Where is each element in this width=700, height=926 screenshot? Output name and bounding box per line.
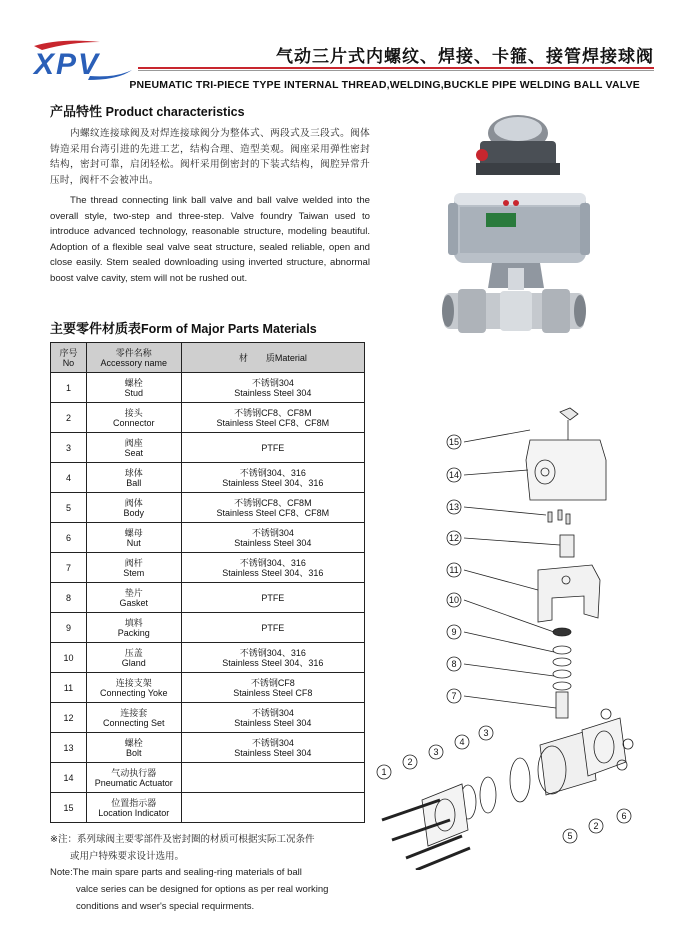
header-label: Material [274,352,307,363]
cell-name [86,403,181,433]
material-cn: 不锈钢304 [251,377,294,388]
material-cn: 不锈钢304、316 [239,557,306,568]
callout-label: 15 [448,437,460,447]
part-name-cn: 阀座 [124,437,143,448]
row-number: 14 [63,772,74,783]
table-row [51,493,365,523]
cell-material [181,583,364,613]
table-row [51,373,365,403]
cell-no [51,463,87,493]
part-name-cn: 位置指示器 [111,797,157,808]
part-name-en: Stud [124,387,144,398]
cell-no [51,703,87,733]
part-name-cn: 连接支架 [115,677,152,688]
part-name-en: Gland [121,657,146,668]
heading-cn: 主要零件材质表 [50,321,142,336]
cell-material [181,553,364,583]
part-name-cn: 压盖 [124,647,143,658]
cell-name [86,673,181,703]
cell-material [181,673,364,703]
cell-material [181,493,364,523]
cell-no [51,583,87,613]
part-name-cn: 螺母 [124,527,143,538]
material-en: Stainless Steel 304 [234,747,312,758]
cell-name [86,523,181,553]
table-row [51,673,365,703]
part-name-cn: 气动执行器 [111,767,157,778]
cell-no [51,793,87,823]
cell-no [51,373,87,403]
row-number: 12 [63,712,74,723]
page-title-en: PNEUMATIC TRI-PIECE TYPE INTERNAL THREAD,WELDING,BUCKLE PIPE WELDING BALL VALVE [129,79,640,91]
table-row [51,613,365,643]
header-label: Accessory name [100,357,168,368]
material-cn: 不锈钢304 [251,707,294,718]
row-number: 4 [65,472,71,483]
row-number: 1 [65,382,71,393]
callout-label: 2 [593,821,599,831]
table-row [51,703,365,733]
part-name-cn: 球体 [124,467,143,478]
cell-no [51,493,87,523]
material-cn: 不锈钢304 [251,737,294,748]
svg-text:XPV: XPV [34,48,101,80]
table-row [51,763,365,793]
material-cn: PTFE [261,442,285,453]
row-number: 9 [65,622,71,633]
material-cn: PTFE [261,622,285,633]
part-name-cn: 阀杆 [124,557,143,568]
header-label: 序号 [59,347,78,358]
cell-no [51,613,87,643]
material-en: Stainless Steel 304、316 [222,657,324,668]
cell-no [51,433,87,463]
table-row [51,463,365,493]
callout-label: 5 [567,831,573,841]
callout-label: 6 [621,811,627,821]
note-line: ※注：系列球阀主要零部件及密封圈的材质可根据实际工况条件 [50,834,315,845]
cell-name [86,433,181,463]
header-divider-thin [138,70,654,71]
cell-name [86,613,181,643]
header-divider [138,67,654,69]
part-name-en: Location Indicator [98,807,170,818]
cell-material [181,703,364,733]
table-header-row [51,343,365,373]
cell-material [181,403,364,433]
cell-name [86,733,181,763]
part-name-en: Nut [126,537,141,548]
row-number: 2 [65,412,71,423]
cell-no [51,643,87,673]
header-no [51,343,87,373]
callout-label: 1 [381,767,387,777]
cell-name [86,463,181,493]
material-en: Stainless Steel 304 [234,717,312,728]
part-name-cn: 接头 [124,407,143,418]
material-cn: 不锈钢304、316 [239,467,306,478]
row-number: 3 [65,442,71,453]
callout-label: 7 [451,691,457,701]
material-cn: 不锈钢CF8、CF8M [234,497,312,508]
part-name-en: Pneumatic Actuator [94,777,173,788]
cell-material [181,523,364,553]
part-name-en: Connecting Set [103,717,165,728]
part-name-en: Stem [123,567,145,578]
material-en: Stainless Steel 304、316 [222,567,324,578]
table-row [51,583,365,613]
cell-material [181,793,364,823]
cell-no [51,673,87,703]
row-number: 13 [63,742,74,753]
cell-name [86,583,181,613]
note-en [50,864,380,915]
heading-cn: 产品特性 [50,104,103,119]
cell-no [51,403,87,433]
material-en: Stainless Steel 304 [234,387,312,398]
material-cn: 不锈钢304 [251,527,294,538]
cell-no [51,523,87,553]
part-name-en: Body [123,507,145,518]
exploded-diagram [370,400,670,870]
part-name-en: Ball [126,477,142,488]
material-cn: 不锈钢CF8、CF8M [234,407,312,418]
cell-name [86,373,181,403]
description-cn: 内螺纹连接球阀及对焊连接球阀分为整体式、两段式及三段式。阀体铸造采用台湾引进的先进工艺，结构合理、造型美观。阀座采用弹性密封结构，密封可靠，启闭轻松。阀杆采用倒密封的下装式结构，阀腔异常升压时，阀杆不会被冲出。 [50,128,370,186]
table-row [51,793,365,823]
row-number: 10 [63,652,74,663]
table-row [51,433,365,463]
part-name-en: Connector [113,417,155,428]
note-line: Note:The main spare parts and sealing-ring materials of ball [50,867,302,878]
material-en: Stainless Steel CF8 [233,687,313,698]
callout-label: 3 [433,747,439,757]
heading-en: Form of Major Parts Materials [141,322,317,336]
part-name-cn: 阀体 [124,497,143,508]
description-en: The thread connecting link ball valve and ball valve welded into the overall style, two-step and three-step. Valve foundry Taiwan used to introduce advanced technology, reasonable structure, modeling beautiful. Adoption of a flexible seal valve seat structure, sealed reliable, open and close easily. Stem sealed downloading using inverted structure, abnormal boost valve cavity, stem will not be rushed out. [50,195,370,284]
cell-material [181,643,364,673]
cell-material [181,763,364,793]
cell-name [86,493,181,523]
row-number: 15 [63,802,74,813]
callout-label: 8 [451,659,457,669]
heading-en: Product characteristics [105,105,245,119]
cell-no [51,763,87,793]
note-line: valce series can be designed for options as per real working [76,884,329,895]
header-label: 材 质 [238,352,275,363]
part-name-en: Bolt [126,747,142,758]
material-en: Stainless Steel CF8、CF8M [216,417,330,428]
cell-no [51,733,87,763]
note-cn [50,831,380,865]
callout-label: 9 [451,627,457,637]
note-line: conditions and wser's special requirments. [76,901,255,912]
material-en: Stainless Steel 304、316 [222,477,324,488]
material-en: Stainless Steel CF8、CF8M [216,507,330,518]
part-name-cn: 连接套 [120,707,148,718]
material-en: Stainless Steel 304 [234,537,312,548]
callout-label: 14 [448,470,460,480]
cell-name [86,643,181,673]
callout-label: 4 [459,737,465,747]
cell-material [181,373,364,403]
header-name [86,343,181,373]
table-row [51,553,365,583]
cell-material [181,463,364,493]
table-row [51,403,365,433]
row-number: 5 [65,502,71,513]
xpv-logo [30,40,135,80]
part-name-cn: 螺栓 [124,377,143,388]
header-label: No [62,357,75,368]
part-name-cn: 垫片 [124,587,143,598]
part-name-en: Seat [124,447,144,458]
callout-label: 12 [448,533,460,543]
table-row [51,523,365,553]
cell-name [86,763,181,793]
product-photo [440,103,590,353]
part-name-cn: 填料 [124,617,143,628]
parts-materials-table [50,342,365,823]
part-name-en: Gasket [119,597,149,608]
cell-material [181,613,364,643]
cell-name [86,553,181,583]
callout-label: 3 [483,728,489,738]
row-number: 6 [65,532,71,543]
part-name-en: Connecting Yoke [99,687,168,698]
header-material [181,343,364,373]
cell-no [51,553,87,583]
page-title-cn: 气动三片式内螺纹、焊接、卡箍、接管焊接球阀 [276,47,654,66]
cell-material [181,733,364,763]
cell-material [181,433,364,463]
table-row [51,643,365,673]
row-number: 11 [63,682,74,693]
cell-name [86,703,181,733]
row-number: 7 [65,562,71,573]
callout-label: 10 [448,595,460,605]
table-row [51,733,365,763]
material-cn: 不锈钢CF8 [250,677,295,688]
part-name-en: Packing [117,627,150,638]
row-number: 8 [65,592,71,603]
part-name-cn: 螺栓 [124,737,143,748]
material-cn: PTFE [261,592,285,603]
cell-name [86,793,181,823]
material-cn: 不锈钢304、316 [239,647,306,658]
header-label: 零件名称 [115,347,152,358]
parts-materials-heading [50,318,317,337]
callout-label: 11 [449,565,459,575]
callout-label: 13 [448,502,460,512]
note-line: 或用户特殊要求设计选用。 [70,851,185,862]
callout-label: 2 [407,757,413,767]
product-characteristics-heading [50,101,245,120]
